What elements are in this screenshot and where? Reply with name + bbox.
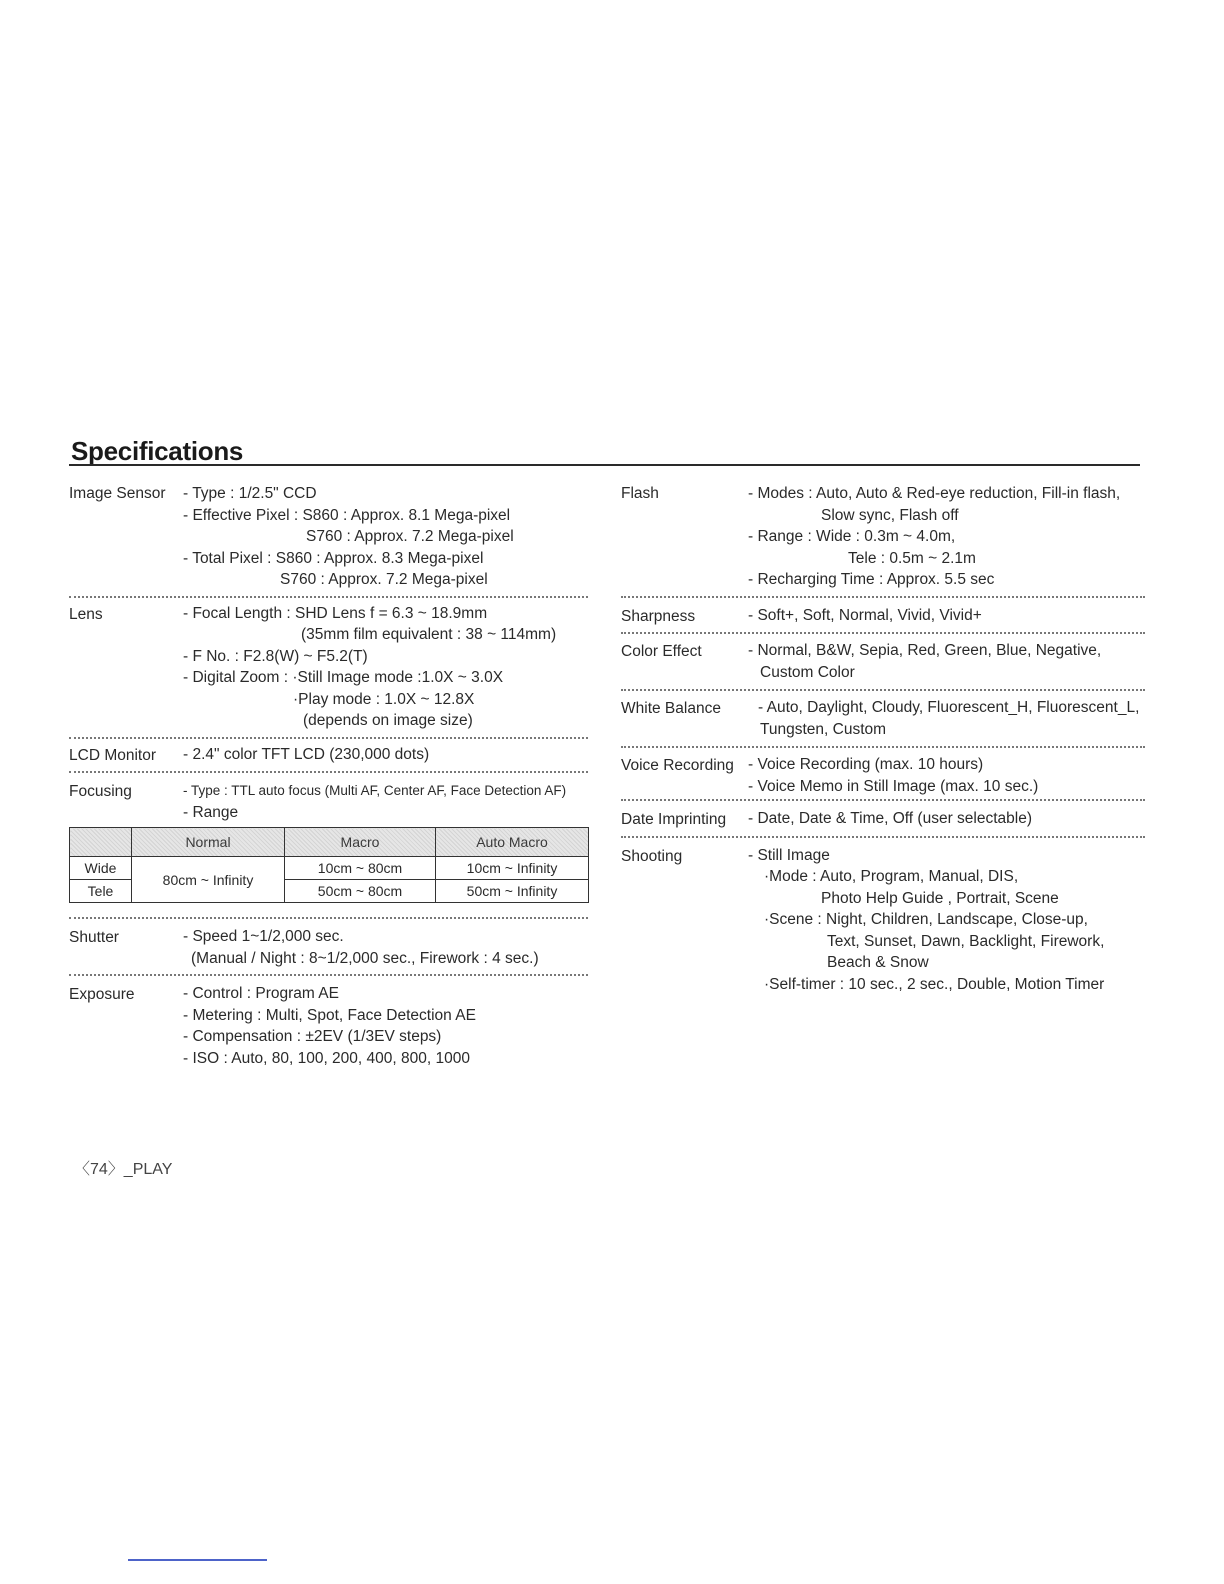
- bottom-rule: [128, 1559, 267, 1561]
- spec-voice-recording: [621, 748, 1145, 801]
- normal-range-cell: 80cm ~ Infinity: [132, 857, 285, 903]
- spec-line: - Auto, Daylight, Cloudy, Fluorescent_H, Fluorescent_L,: [758, 699, 1140, 716]
- spec-label: Exposure: [69, 986, 135, 1003]
- spec-line: Tele : 0.5m ~ 2.1m: [848, 549, 976, 567]
- spec-line: - Type : TTL auto focus (Multi AF, Center AF, Face Detection AF): [183, 783, 567, 798]
- spec-line: S760 : Approx. 7.2 Mega-pixel: [306, 528, 514, 545]
- wide-macro-cell: 10cm ~ 80cm: [285, 857, 436, 880]
- spec-line: - 2.4" color TFT LCD (230,000 dots): [183, 745, 430, 763]
- spec-label: Date Imprinting: [621, 811, 727, 828]
- spec-date-imprinting: [621, 801, 1145, 838]
- spec-label: Voice Recording: [621, 757, 734, 774]
- spec-label: Color Effect: [621, 643, 702, 660]
- spec-line: - Control : Program AE: [183, 985, 339, 1002]
- spec-line: Tungsten, Custom: [760, 720, 887, 738]
- spec-line: - Total Pixel : S860 : Approx. 8.3 Mega-pixel: [183, 549, 484, 567]
- spec-label: Flash: [621, 485, 659, 502]
- spec-line: - Metering : Multi, Spot, Face Detection AE: [183, 1006, 476, 1024]
- spec-line: - ISO : Auto, 80, 100, 200, 400, 800, 1000: [183, 1049, 470, 1067]
- table-row: [70, 857, 589, 880]
- spec-label: Focusing: [69, 783, 132, 800]
- spec-label: Lens: [69, 605, 103, 623]
- spec-line: Custom Color: [760, 663, 855, 681]
- right-column: [621, 482, 1145, 995]
- tele-auto-macro-cell: 50cm ~ Infinity: [436, 880, 589, 903]
- spec-line: Beach & Snow: [827, 954, 929, 971]
- spec-flash: [621, 482, 1145, 598]
- spec-label: Sharpness: [621, 607, 696, 625]
- page-title: Specifications: [71, 436, 244, 466]
- spec-line: Text, Sunset, Dawn, Backlight, Firework,: [827, 932, 1105, 950]
- page-number: 〈74〉_PLAY: [74, 1161, 173, 1178]
- title-underline: [69, 464, 1140, 466]
- spec-lcd-monitor: [69, 739, 588, 774]
- table-header-corner: [70, 828, 132, 857]
- spec-line: - Modes : Auto, Auto & Red-eye reduction, Fill-in flash,: [748, 485, 1121, 502]
- spec-focusing: [69, 773, 588, 919]
- row-label-tele: Tele: [70, 880, 132, 903]
- spec-label: White Balance: [621, 700, 721, 717]
- spec-shutter: [69, 919, 588, 976]
- spec-line: - Range: [183, 803, 239, 821]
- spec-label: Shutter: [69, 929, 119, 946]
- spec-line: - Range : Wide : 0.3m ~ 4.0m,: [748, 528, 956, 545]
- table-header-normal: Normal: [132, 828, 285, 857]
- spec-line: - Speed 1~1/2,000 sec.: [183, 928, 344, 945]
- focus-range-table: [69, 827, 589, 903]
- spec-label: LCD Monitor: [69, 746, 156, 764]
- spec-line: Photo Help Guide , Portrait, Scene: [821, 889, 1059, 907]
- spec-line: - Type : 1/2.5" CCD: [183, 485, 317, 502]
- tele-macro-cell: 50cm ~ 80cm: [285, 880, 436, 903]
- spec-line: - Normal, B&W, Sepia, Red, Green, Blue, Negative,: [748, 642, 1102, 659]
- spec-line: S760 : Approx. 7.2 Mega-pixel: [280, 571, 488, 588]
- wide-auto-macro-cell: 10cm ~ Infinity: [436, 857, 589, 880]
- row-label-wide: Wide: [70, 857, 132, 880]
- spec-line: - Soft+, Soft, Normal, Vivid, Vivid+: [748, 606, 982, 624]
- spec-line: (depends on image size): [303, 712, 473, 729]
- spec-line: - F No. : F2.8(W) ~ F5.2(T): [183, 647, 368, 665]
- spec-line: - Voice Memo in Still Image (max. 10 sec.): [748, 777, 1039, 795]
- spec-shooting: [621, 838, 1145, 996]
- table-header-auto-macro: Auto Macro: [436, 828, 589, 857]
- spec-line: - Digital Zoom : ·Still Image mode :1.0X ~ 3.0X: [183, 669, 504, 686]
- spec-line: ·Play mode : 1.0X ~ 12.8X: [293, 690, 475, 708]
- spec-line: - Still Image: [748, 846, 830, 864]
- spec-line: - Effective Pixel : S860 : Approx. 8.1 Mega-pixel: [183, 506, 511, 524]
- spec-sharpness: [621, 598, 1145, 635]
- spec-label: Image Sensor: [69, 485, 166, 502]
- spec-line: Slow sync, Flash off: [821, 506, 959, 524]
- spec-line: - Recharging Time : Approx. 5.5 sec: [748, 571, 995, 588]
- spec-line: ·Self-timer : 10 sec., 2 sec., Double, Motion Timer: [764, 975, 1105, 993]
- spec-label: Shooting: [621, 847, 683, 865]
- spec-line: - Compensation : ±2EV (1/3EV steps): [183, 1028, 442, 1045]
- spec-white-balance: [621, 691, 1145, 748]
- spec-line: - Voice Recording (max. 10 hours): [748, 756, 984, 773]
- left-column: [69, 482, 588, 1069]
- spec-line: - Date, Date & Time, Off (user selectable): [748, 810, 1032, 827]
- spec-line: (35mm film equivalent : 38 ~ 114mm): [301, 626, 557, 643]
- table-header-macro: Macro: [285, 828, 436, 857]
- spec-exposure: [69, 976, 588, 1069]
- spec-line: ·Mode : Auto, Program, Manual, DIS,: [764, 868, 1019, 885]
- spec-image-sensor: [69, 482, 588, 598]
- spec-lens: [69, 598, 588, 739]
- spec-line: - Focal Length : SHD Lens f = 6.3 ~ 18.9mm: [183, 604, 488, 622]
- spec-line: (Manual / Night : 8~1/2,000 sec., Firework : 4 sec.): [191, 949, 539, 967]
- spec-color-effect: [621, 634, 1145, 691]
- spec-line: ·Scene : Night, Children, Landscape, Close-up,: [764, 911, 1088, 928]
